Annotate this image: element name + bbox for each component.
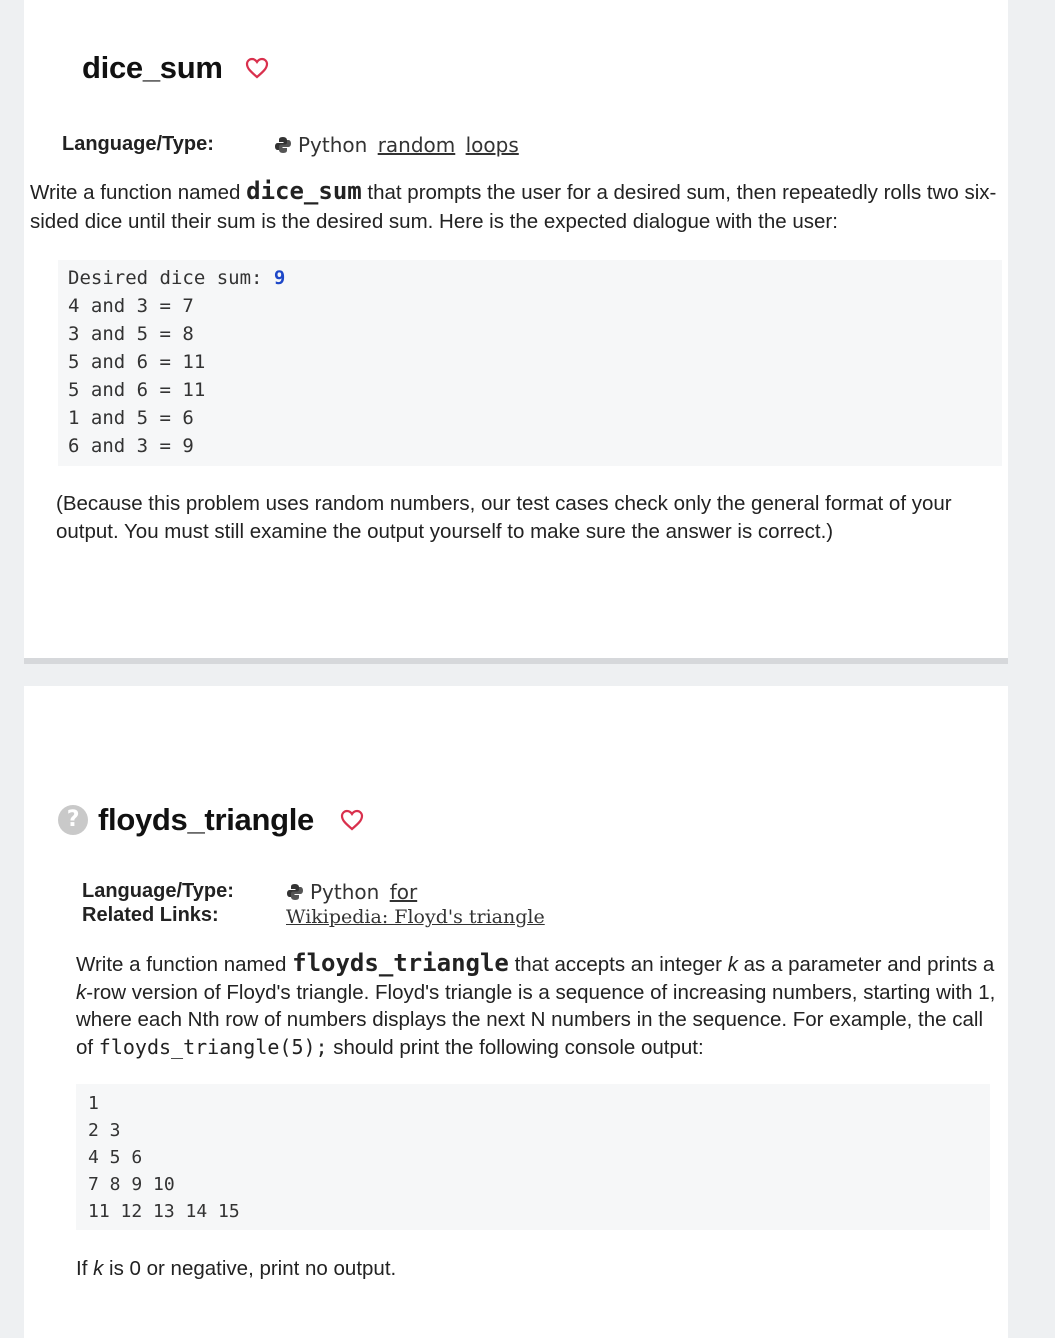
param-k: k bbox=[727, 953, 738, 976]
description-text: Write a function named bbox=[76, 953, 293, 976]
problem-card-dice-sum bbox=[24, 0, 1008, 660]
console-line: 11 12 13 14 15 bbox=[88, 1201, 240, 1222]
expected-output-console bbox=[76, 1084, 990, 1230]
note-text: is 0 or negative, print no output. bbox=[103, 1257, 397, 1280]
problem-card-floyds-triangle bbox=[24, 686, 1008, 1338]
param-k: k bbox=[93, 1257, 104, 1280]
language-label: Language/Type: bbox=[62, 133, 214, 155]
python-icon bbox=[274, 136, 292, 154]
language-value bbox=[286, 880, 545, 904]
note-text: If bbox=[76, 1257, 94, 1280]
call-example-code: floyds_triangle(5); bbox=[98, 1034, 328, 1059]
problem-title-text: floyds_triangle bbox=[98, 802, 314, 837]
problem-title-text: dice_sum bbox=[82, 50, 223, 85]
console-line: 6 and 3 = 9 bbox=[68, 435, 194, 457]
related-links-label: Related Links: bbox=[82, 904, 219, 926]
description-text: that accepts an integer bbox=[508, 953, 728, 976]
tag-for-link[interactable]: for bbox=[389, 880, 418, 904]
description-text: as a parameter and prints a bbox=[737, 953, 995, 976]
random-note: (Because this problem uses random numbers, our test cases check only the general format of your output. You must still examine the output yourself to make sure the answer is correct.) bbox=[56, 492, 952, 543]
console-prompt-line bbox=[68, 264, 1002, 292]
problem-meta bbox=[62, 133, 519, 157]
console-line: 1 bbox=[88, 1093, 99, 1114]
python-icon bbox=[286, 883, 304, 901]
console-line: 5 and 6 = 11 bbox=[68, 379, 206, 401]
related-links-value bbox=[286, 904, 545, 928]
language-label: Language/Type: bbox=[82, 880, 234, 902]
problem-description bbox=[76, 950, 996, 1061]
edge-case-note bbox=[76, 1254, 976, 1283]
console-line: 1 and 5 = 6 bbox=[68, 407, 194, 429]
console-line: 2 3 bbox=[88, 1120, 121, 1141]
language-name: Python bbox=[310, 880, 380, 904]
description-text: Write a function named bbox=[30, 181, 247, 204]
expected-output-console bbox=[58, 260, 1002, 466]
tag-loops-link[interactable]: loops bbox=[465, 133, 519, 157]
tag-random-link[interactable]: random bbox=[377, 133, 456, 157]
wikipedia-floyds-triangle-link[interactable]: Wikipedia: Floyd's triangle bbox=[286, 906, 545, 928]
console-line: 5 and 6 = 11 bbox=[68, 351, 206, 373]
language-name: Python bbox=[298, 133, 368, 157]
language-value bbox=[274, 133, 519, 157]
question-circle-icon[interactable]: ? bbox=[58, 805, 88, 835]
description-text: should print the following console output: bbox=[327, 1035, 704, 1059]
console-line: 4 5 6 bbox=[88, 1147, 143, 1168]
description-text: -row version of Floyd's triangle. Floyd's triangle is a sequence of increasing numbers, starting with 1, where each Nth row of numbers displays the next N numbers in the sequence. For example, the call of bbox=[76, 980, 996, 1059]
console-line: 4 and 3 = 7 bbox=[68, 295, 194, 317]
problem-title bbox=[58, 802, 364, 838]
description-text-cont: that prompts the user for a desired sum, then repeatedly rolls two six-sided dice until their sum is the desired sum. Here is the expected dialogue with the user: bbox=[30, 181, 997, 233]
console-prompt: Desired dice sum: bbox=[68, 267, 274, 289]
param-k: k bbox=[76, 980, 87, 1004]
console-line: 7 8 9 10 bbox=[88, 1174, 175, 1195]
function-name-code: dice_sum bbox=[246, 177, 362, 205]
console-user-input: 9 bbox=[273, 267, 286, 289]
problem-description bbox=[30, 177, 1000, 236]
problem-meta bbox=[82, 880, 545, 928]
card-separator bbox=[24, 658, 1008, 664]
function-name-code: floyds_triangle bbox=[292, 949, 509, 977]
heart-outline-icon[interactable] bbox=[340, 809, 364, 831]
problem-title bbox=[82, 50, 269, 86]
console-line: 3 and 5 = 8 bbox=[68, 323, 194, 345]
heart-outline-icon[interactable] bbox=[245, 57, 269, 79]
